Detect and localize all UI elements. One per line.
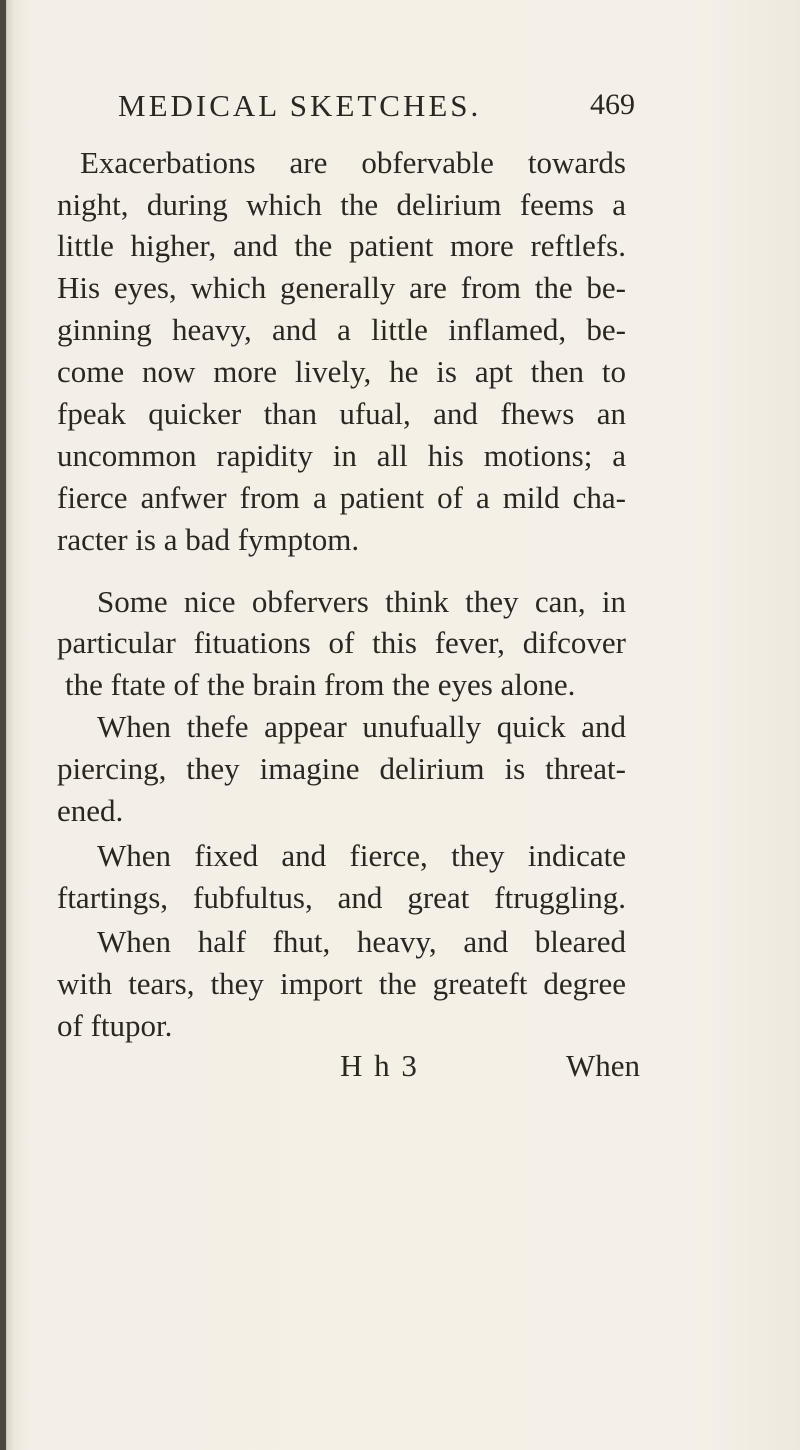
page-binding-edge [0,0,6,1450]
text-line: piercing, they imagine delirium is threat- [57,751,626,786]
text-line: When thefe appear unufually quick and [97,709,626,744]
text-line: Some nice obfervers think they can, in [97,584,626,619]
text-line: particular fituations of this fever, difcover [57,625,626,660]
text-line: When half fhut, heavy, and bleared [97,924,626,959]
text-line: of ftupor. [57,1008,173,1043]
text-line: racter is a bad fymptom. [57,522,360,557]
text-line: with tears, they import the greateft degree [57,966,626,1001]
text-line: His eyes, which generally are from the be- [57,270,626,305]
text-line: Exacerbations are obfervable towards [80,145,626,180]
text-line: When fixed and fierce, they indicate [97,838,626,873]
text-line: ginning heavy, and a little inflamed, be- [57,312,626,347]
text-line: night, during which the delirium feems a [57,187,626,222]
text-line: uncommon rapidity in all his motions; a [57,438,626,473]
running-title: MEDICAL SKETCHES. [118,88,482,123]
catchword: When [566,1048,641,1083]
text-line: fierce anfwer from a patient of a mild cha- [57,480,626,515]
signature-mark: H h 3 [340,1048,419,1083]
text-line: the ftate of the brain from the eyes alone. [65,667,576,702]
text-line: come now more lively, he is apt then to [57,354,626,389]
page-number: 469 [590,88,635,121]
page-header [118,88,658,128]
text-line: ened. [57,793,124,828]
text-line: fpeak quicker than ufual, and fhews an [57,396,626,431]
text-line: little higher, and the patient more reftlefs. [57,228,626,263]
text-line: ftartings, fubfultus, and great ftruggling. [57,880,626,915]
